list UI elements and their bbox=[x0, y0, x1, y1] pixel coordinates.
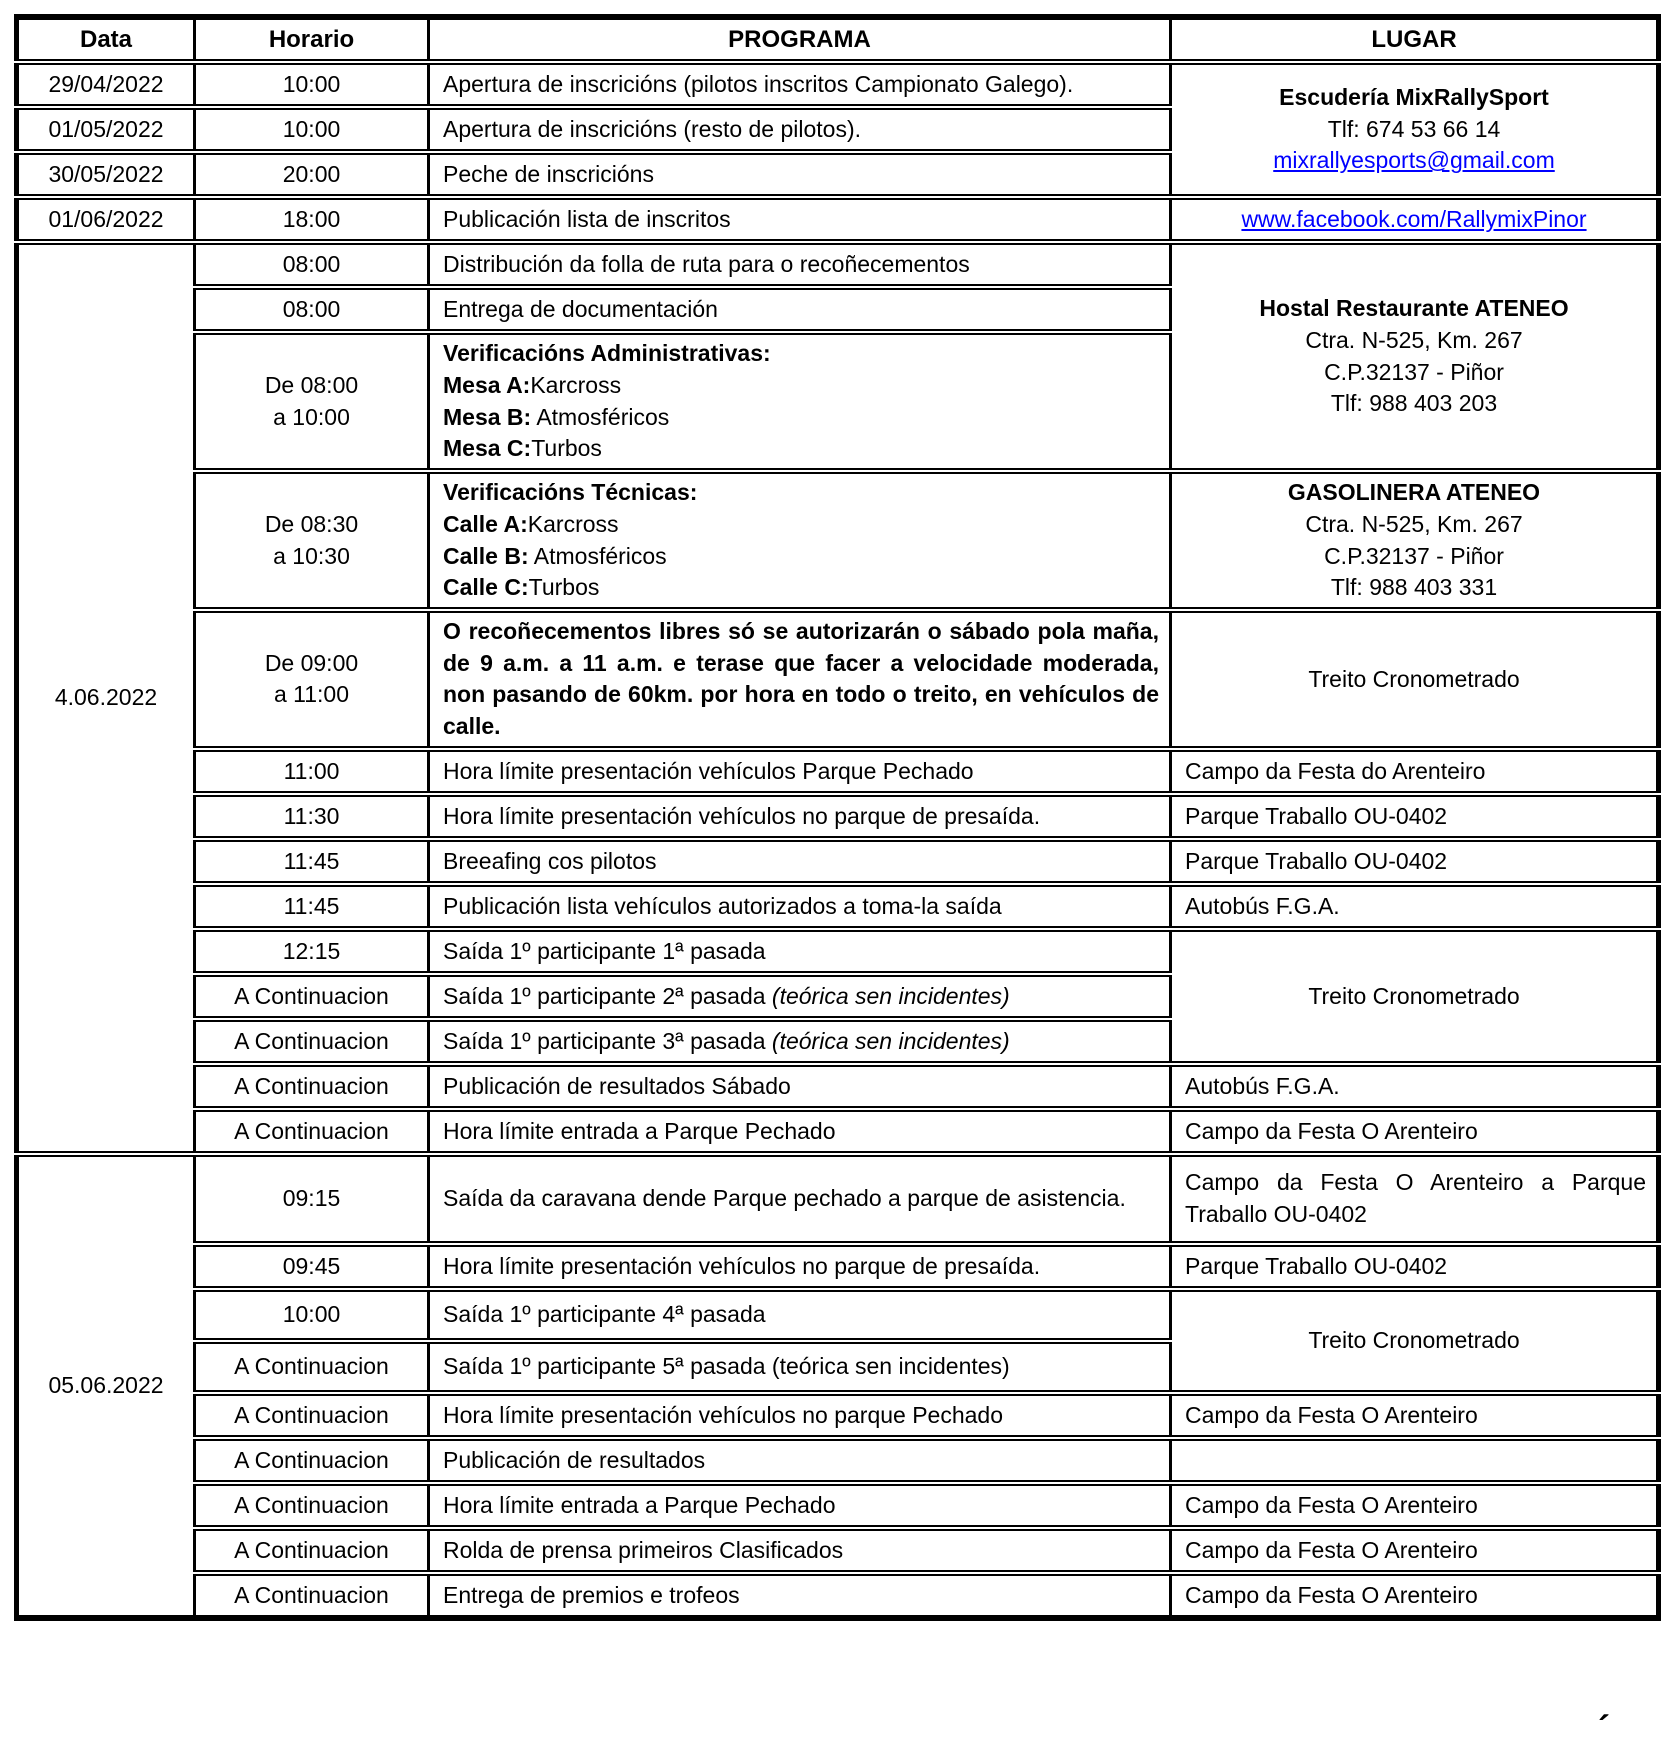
time-cell: A Continuacion bbox=[195, 1528, 429, 1573]
program-line: Calle A:Karcross bbox=[443, 510, 619, 537]
venue-cell: Campo da Festa O Arenteiro bbox=[1171, 1528, 1659, 1573]
date-cell-sunday: 05.06.2022 bbox=[17, 1154, 195, 1618]
facebook-link[interactable]: www.facebook.com/RallymixPinor bbox=[1241, 205, 1587, 232]
organizer-email-link[interactable]: mixrallyesports@gmail.com bbox=[1273, 147, 1555, 174]
table-row bbox=[17, 197, 1659, 242]
program-line: Calle B: Atmosféricos bbox=[443, 542, 667, 569]
time-cell: 12:15 bbox=[195, 929, 429, 974]
table-row bbox=[17, 1528, 1659, 1573]
program-cell: Apertura de inscricións (pilotos inscritos Campionato Galego). bbox=[429, 62, 1171, 107]
time-cell: 09:45 bbox=[195, 1244, 429, 1289]
program-cell: Entrega de premios e trofeos bbox=[429, 1573, 1171, 1618]
table-row bbox=[17, 1064, 1659, 1109]
time-cell: 20:00 bbox=[195, 152, 429, 197]
venue-cell: Autobús F.G.A. bbox=[1171, 884, 1659, 929]
column-header-lugar: LUGAR bbox=[1171, 17, 1659, 62]
table-row bbox=[17, 1244, 1659, 1289]
program-note: (teórica sen incidentes) bbox=[771, 982, 1010, 1009]
time-cell: 11:30 bbox=[195, 794, 429, 839]
venue-cell: Parque Traballo OU-0402 bbox=[1171, 839, 1659, 884]
program-line: Mesa C:Turbos bbox=[443, 435, 602, 462]
time-cell: De 08:30 a 10:30 bbox=[195, 471, 429, 610]
time-cell: A Continuacion bbox=[195, 974, 429, 1019]
program-cell: Saída 1º participante 2ª pasada (teórica sen incidentes) bbox=[429, 974, 1171, 1019]
table-row bbox=[17, 929, 1659, 974]
program-cell: Entrega de documentación bbox=[429, 287, 1171, 332]
program-cell-recon-notice: O recoñecementos libres só se autorizarán o sábado pola maña, de 9 a.m. a 11 a.m. e terase que facer a velocidade moderada, non pasando de 60km. por hora en todo o treito, en vehículos de calle. bbox=[429, 610, 1171, 749]
program-cell: Rolda de prensa primeiros Clasificados bbox=[429, 1528, 1171, 1573]
venue-cell: Campo da Festa O Arenteiro bbox=[1171, 1483, 1659, 1528]
program-line: Mesa B: Atmosféricos bbox=[443, 403, 670, 430]
time-cell: A Continuacion bbox=[195, 1483, 429, 1528]
venue-cell: Campo da Festa O Arenteiro bbox=[1171, 1109, 1659, 1154]
program-cell: Hora límite entrada a Parque Pechado bbox=[429, 1483, 1171, 1528]
venue-cell-treito: Treito Cronometrado bbox=[1171, 929, 1659, 1064]
venue-cell-hostal bbox=[1171, 242, 1659, 471]
time-cell: 08:00 bbox=[195, 287, 429, 332]
venue-cell: Campo da Festa O Arenteiro bbox=[1171, 1393, 1659, 1438]
venue-name: GASOLINERA ATENEO bbox=[1287, 479, 1541, 506]
time-cell: 10:00 bbox=[195, 62, 429, 107]
date-cell-saturday: 4.06.2022 bbox=[17, 242, 195, 1154]
table-row bbox=[17, 62, 1659, 107]
program-cell: Hora límite presentación vehículos Parque Pechado bbox=[429, 749, 1171, 794]
table-header bbox=[17, 17, 1659, 62]
program-cell: Saída 1º participante 3ª pasada (teórica sen incidentes) bbox=[429, 1019, 1171, 1064]
venue-address: C.P.32137 - Piñor bbox=[1324, 542, 1504, 569]
program-note: (teórica sen incidentes) bbox=[771, 1027, 1010, 1054]
program-cell: Saída 1º participante 5ª pasada (teórica sen incidentes) bbox=[429, 1341, 1171, 1393]
program-cell: Breeafing cos pilotos bbox=[429, 839, 1171, 884]
date-cell: 29/04/2022 bbox=[17, 62, 195, 107]
venue-cell-empty bbox=[1171, 1438, 1659, 1483]
program-cell-verif-admin bbox=[429, 332, 1171, 471]
rally-program-table bbox=[14, 14, 1661, 1621]
venue-cell: Campo da Festa do Arenteiro bbox=[1171, 749, 1659, 794]
venue-phone: Tlf: 988 403 331 bbox=[1330, 574, 1498, 601]
table-row bbox=[17, 471, 1659, 610]
program-cell: Apertura de inscricións (resto de pilotos). bbox=[429, 107, 1171, 152]
venue-name: Hostal Restaurante ATENEO bbox=[1259, 295, 1569, 322]
venue-cell: Parque Traballo OU-0402 bbox=[1171, 794, 1659, 839]
venue-cell-organizer bbox=[1171, 62, 1659, 197]
table-row bbox=[17, 1438, 1659, 1483]
time-cell: 11:45 bbox=[195, 839, 429, 884]
table-row bbox=[17, 1573, 1659, 1618]
time-cell: A Continuacion bbox=[195, 1019, 429, 1064]
time-cell: 09:15 bbox=[195, 1154, 429, 1244]
time-cell: 10:00 bbox=[195, 1289, 429, 1341]
venue-address: C.P.32137 - Piñor bbox=[1324, 358, 1504, 385]
table-row bbox=[17, 1289, 1659, 1341]
time-cell: A Continuacion bbox=[195, 1341, 429, 1393]
venue-cell: Autobús F.G.A. bbox=[1171, 1064, 1659, 1109]
table-row bbox=[17, 749, 1659, 794]
organizer-phone: Tlf: 674 53 66 14 bbox=[1327, 115, 1501, 142]
time-cell: 18:00 bbox=[195, 197, 429, 242]
program-cell: Saída 1º participante 4ª pasada bbox=[429, 1289, 1171, 1341]
time-cell: A Continuacion bbox=[195, 1438, 429, 1483]
column-header-programa: PROGRAMA bbox=[429, 17, 1171, 62]
venue-cell-treito: Treito Cronometrado bbox=[1171, 1289, 1659, 1393]
program-line: Verificacións Administrativas: bbox=[443, 340, 771, 367]
venue-cell: Campo da Festa O Arenteiro a Parque Traballo OU-0402 bbox=[1171, 1154, 1659, 1244]
time-cell: A Continuacion bbox=[195, 1393, 429, 1438]
venue-cell-gasolinera bbox=[1171, 471, 1659, 610]
program-cell: Saída 1º participante 1ª pasada bbox=[429, 929, 1171, 974]
time-cell: 11:45 bbox=[195, 884, 429, 929]
program-cell: Publicación de resultados bbox=[429, 1438, 1171, 1483]
program-cell: Publicación de resultados Sábado bbox=[429, 1064, 1171, 1109]
table-row bbox=[17, 1109, 1659, 1154]
program-line: Calle C:Turbos bbox=[443, 574, 600, 601]
table-row bbox=[17, 1393, 1659, 1438]
program-cell-verif-tech bbox=[429, 471, 1171, 610]
program-cell: Hora límite presentación vehículos no parque Pechado bbox=[429, 1393, 1171, 1438]
program-cell: Publicación lista vehículos autorizados a toma-la saída bbox=[429, 884, 1171, 929]
time-cell: 10:00 bbox=[195, 107, 429, 152]
venue-address: Ctra. N-525, Km. 267 bbox=[1305, 510, 1523, 537]
column-header-data: Data bbox=[17, 17, 195, 62]
program-cell: Hora límite presentación vehículos no parque de presaída. bbox=[429, 1244, 1171, 1289]
program-cell: Publicación lista de inscritos bbox=[429, 197, 1171, 242]
time-cell: A Continuacion bbox=[195, 1573, 429, 1618]
organizer-name: Escudería MixRallySport bbox=[1279, 84, 1549, 110]
venue-address: Ctra. N-525, Km. 267 bbox=[1305, 326, 1523, 353]
time-cell: A Continuacion bbox=[195, 1109, 429, 1154]
program-cell: Distribución da folla de ruta para o recoñecementos bbox=[429, 242, 1171, 287]
program-cell: Hora límite presentación vehículos no parque de presaída. bbox=[429, 794, 1171, 839]
table-row bbox=[17, 242, 1659, 287]
program-line: Mesa A:Karcross bbox=[443, 371, 622, 398]
program-cell: Peche de inscricións bbox=[429, 152, 1171, 197]
program-line: Verificacións Técnicas: bbox=[443, 479, 698, 506]
date-cell: 01/06/2022 bbox=[17, 197, 195, 242]
time-cell: 08:00 bbox=[195, 242, 429, 287]
date-cell: 30/05/2022 bbox=[17, 152, 195, 197]
time-cell: De 08:00 a 10:00 bbox=[195, 332, 429, 471]
cutoff-text-artifact: ´ bbox=[1598, 1708, 1610, 1749]
table-row bbox=[17, 1154, 1659, 1244]
venue-phone: Tlf: 988 403 203 bbox=[1330, 390, 1498, 417]
column-header-horario: Horario bbox=[195, 17, 429, 62]
program-cell: Saída da caravana dende Parque pechado a parque de asistencia. bbox=[429, 1154, 1171, 1244]
venue-cell: Parque Traballo OU-0402 bbox=[1171, 1244, 1659, 1289]
table-row bbox=[17, 884, 1659, 929]
venue-cell: Campo da Festa O Arenteiro bbox=[1171, 1573, 1659, 1618]
time-cell: A Continuacion bbox=[195, 1064, 429, 1109]
venue-cell: Treito Cronometrado bbox=[1171, 610, 1659, 749]
program-cell: Hora límite entrada a Parque Pechado bbox=[429, 1109, 1171, 1154]
venue-cell-facebook bbox=[1171, 197, 1659, 242]
date-cell: 01/05/2022 bbox=[17, 107, 195, 152]
table-row bbox=[17, 839, 1659, 884]
time-cell: De 09:00 a 11:00 bbox=[195, 610, 429, 749]
table-row bbox=[17, 610, 1659, 749]
time-cell: 11:00 bbox=[195, 749, 429, 794]
table-row bbox=[17, 794, 1659, 839]
table-row bbox=[17, 1483, 1659, 1528]
